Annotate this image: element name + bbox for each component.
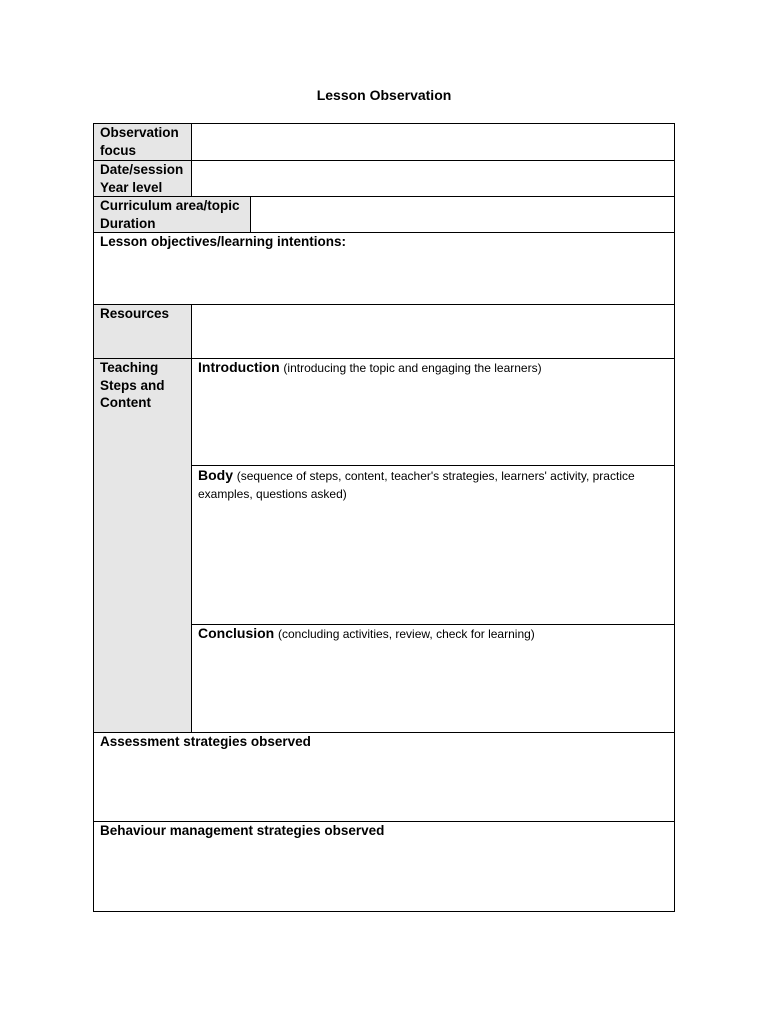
conclusion-note: (concluding activities, review, check for learning) — [278, 627, 535, 641]
border-right — [674, 123, 675, 912]
body-section — [198, 467, 668, 503]
conclusion-heading: Conclusion — [198, 625, 275, 641]
introduction-section — [198, 359, 668, 377]
body-field[interactable] — [192, 503, 674, 624]
assessment-field[interactable] — [94, 753, 674, 821]
teaching-steps-label-cell — [94, 359, 191, 732]
objectives-label: Lesson objectives/learning intentions: — [100, 234, 347, 249]
observation-focus-field[interactable] — [192, 124, 674, 160]
introduction-heading: Introduction — [198, 359, 280, 375]
introduction-note: (introducing the topic and engaging the learners) — [283, 361, 542, 375]
behaviour-field[interactable] — [94, 842, 674, 911]
page-title: Lesson Observation — [316, 87, 452, 103]
observation-form — [93, 123, 675, 912]
conclusion-field[interactable] — [192, 645, 674, 732]
section-divider — [191, 465, 675, 466]
conclusion-section — [198, 625, 668, 643]
curriculum-duration-label: Curriculum area/topic Duration — [100, 198, 240, 231]
behaviour-label: Behaviour management strategies observed — [100, 823, 385, 838]
resources-field[interactable] — [192, 305, 674, 358]
body-note: (sequence of steps, content, teacher's strategies, learners' activity, practice examples, questions asked) — [198, 469, 635, 501]
observation-focus-label: Observation focus — [100, 125, 179, 158]
date-year-label: Date/session Year level — [100, 162, 184, 195]
curriculum-duration-field[interactable] — [251, 197, 674, 232]
introduction-field[interactable] — [192, 381, 674, 465]
resources-label: Resources — [100, 306, 170, 321]
assessment-label: Assessment strategies observed — [100, 734, 311, 749]
objectives-field[interactable] — [94, 253, 674, 304]
teaching-steps-label: Teaching Steps and Content — [100, 360, 165, 410]
body-heading: Body — [198, 467, 233, 483]
border-bottom — [93, 911, 675, 912]
date-year-field[interactable] — [192, 161, 674, 196]
